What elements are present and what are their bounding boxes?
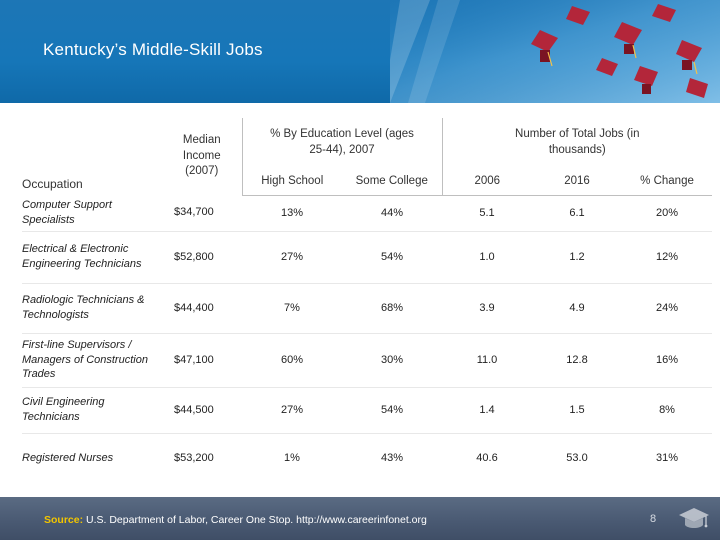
header-jobs-2016: 2016 — [532, 168, 622, 195]
high-school-cell: 27% — [280, 403, 304, 416]
source-citation — [44, 514, 427, 526]
income-cell: $34,700 — [174, 206, 214, 219]
occupation-cell: First-line Supervisors / Managers of Construction Trades — [22, 339, 148, 381]
jobs-2016-cell: 53.0 — [566, 451, 588, 464]
jobs-2016-cell: 1.2 — [569, 250, 585, 263]
slide-title: Kentucky’s Middle-Skill Jobs — [43, 40, 263, 59]
jobs-2006-cell: 1.0 — [479, 250, 495, 263]
high-school-cell: 1% — [284, 451, 300, 464]
graduation-cap-icon — [678, 503, 710, 535]
table-row — [22, 283, 712, 333]
table-row — [22, 433, 712, 483]
change-cell: 24% — [656, 301, 679, 314]
jobs-2006-cell: 5.1 — [479, 206, 495, 219]
income-cell: $44,500 — [174, 403, 214, 416]
header-education-group — [242, 118, 442, 168]
jobs-2006-cell: 1.4 — [479, 403, 495, 416]
header-jobs-group — [442, 118, 712, 168]
high-school-cell: 13% — [280, 206, 304, 219]
some-college-cell: 54% — [380, 250, 404, 263]
source-text: U.S. Department of Labor, Career One Stop. http://www.careerinfonet.org — [83, 514, 427, 526]
change-cell: 31% — [656, 451, 679, 464]
source-label: Source: — [44, 514, 84, 526]
header-occupation: Occupation — [22, 176, 83, 191]
income-cell: $44,400 — [174, 301, 214, 314]
page-number: 8 — [650, 513, 657, 525]
occupation-cell: Radiologic Technicians & Technologists — [22, 294, 145, 321]
jobs-2016-cell: 1.5 — [569, 403, 585, 416]
table-row — [22, 231, 712, 283]
income-cell: $47,100 — [174, 353, 214, 366]
graduation-caps-photo — [390, 0, 720, 103]
high-school-cell: 27% — [280, 250, 304, 263]
table-row — [22, 387, 712, 433]
occupation-cell: Electrical & Electronic Engineering Technicians — [22, 243, 142, 270]
header-median-income — [162, 118, 242, 195]
jobs-2006-cell: 11.0 — [476, 353, 498, 366]
header-jobs-change: % Change — [622, 168, 712, 195]
footer-bar — [0, 497, 720, 540]
some-college-cell: 44% — [380, 206, 404, 219]
change-cell: 8% — [659, 403, 675, 416]
jobs-2016-cell: 6.1 — [569, 206, 585, 219]
header-median-income-text: Median Income (2007) — [182, 134, 221, 178]
change-cell: 12% — [656, 250, 679, 263]
header-jobs-2006: 2006 — [442, 168, 532, 195]
table-row — [22, 333, 712, 387]
middle-skill-jobs-table — [22, 118, 712, 496]
occupation-cell: Registered Nurses — [22, 451, 114, 464]
jobs-2006-cell: 40.6 — [476, 451, 498, 464]
header-high-school: High School — [242, 168, 342, 195]
jobs-2016-cell: 12.8 — [566, 353, 588, 366]
some-college-cell: 43% — [380, 451, 404, 464]
some-college-cell: 68% — [380, 301, 404, 314]
header-some-college: Some College — [342, 168, 442, 195]
income-cell: $53,200 — [174, 451, 214, 464]
jobs-2006-cell: 3.9 — [479, 301, 495, 314]
header-education-group-text: % By Education Level (ages 25-44), 2007 — [270, 128, 414, 156]
high-school-cell: 7% — [284, 301, 300, 314]
occupation-cell: Civil Engineering Technicians — [22, 396, 105, 423]
title-banner — [0, 0, 720, 103]
some-college-cell: 54% — [380, 403, 404, 416]
high-school-cell: 60% — [280, 353, 304, 366]
change-cell: 20% — [656, 206, 679, 219]
table-row — [22, 195, 712, 231]
jobs-2016-cell: 4.9 — [569, 301, 585, 314]
some-college-cell: 30% — [380, 353, 404, 366]
income-cell: $52,800 — [174, 250, 214, 263]
change-cell: 16% — [656, 353, 679, 366]
occupation-cell: Computer Support Specialists — [22, 199, 112, 226]
header-jobs-group-text: Number of Total Jobs (in thousands) — [515, 128, 640, 156]
